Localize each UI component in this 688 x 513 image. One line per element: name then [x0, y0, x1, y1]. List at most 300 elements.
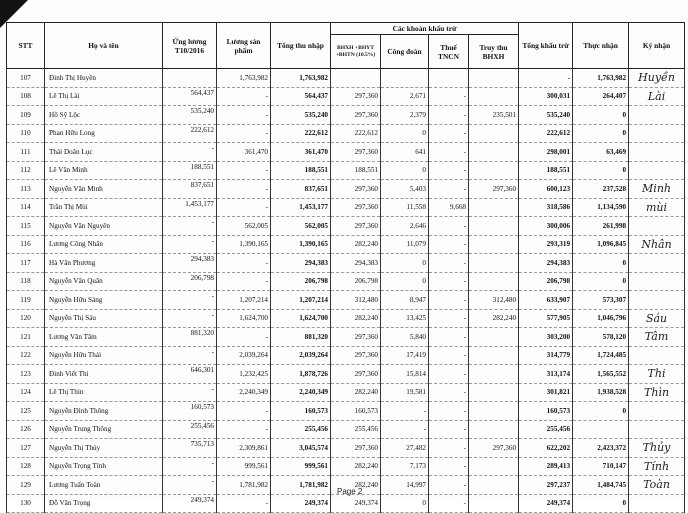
row-advance: 564,437: [163, 87, 217, 106]
row-advance: -: [163, 217, 217, 236]
row-advance: 837,651: [163, 180, 217, 199]
row-signature: [629, 106, 685, 125]
table-row: [7, 143, 685, 162]
row-net-received: 0: [573, 124, 629, 143]
row-total-deduction: 535,240: [519, 106, 573, 125]
row-product-salary: -: [217, 198, 271, 217]
row-union-fee: 19,581: [381, 383, 429, 402]
row-insurance-recovery: [469, 383, 519, 402]
row-insurance: 297,360: [331, 217, 381, 236]
row-total-income: 562,005: [271, 217, 331, 236]
row-net-received: 261,998: [573, 217, 629, 236]
handwritten-signature: Tính: [644, 459, 670, 473]
row-union-fee: 2,671: [381, 87, 429, 106]
handwritten-signature: Thi: [647, 367, 666, 381]
row-signature: [629, 346, 685, 365]
row-product-salary: -: [217, 420, 271, 439]
row-stt: 112: [7, 161, 45, 180]
row-insurance: 297,360: [331, 106, 381, 125]
row-name: Nguyễn Văn Quân: [45, 272, 163, 291]
row-net-received: 1,724,485: [573, 346, 629, 365]
row-signature: [629, 402, 685, 421]
row-signature: [629, 439, 685, 458]
row-union-fee: 0: [381, 124, 429, 143]
row-advance: -: [163, 143, 217, 162]
row-total-income: 1,207,214: [271, 291, 331, 310]
row-insurance-recovery: 235,501: [469, 106, 519, 125]
row-advance: 294,383: [163, 254, 217, 273]
row-total-deduction: 289,413: [519, 457, 573, 476]
row-product-salary: 1,207,214: [217, 291, 271, 310]
row-net-received: 63,469: [573, 143, 629, 162]
row-insurance: 297,360: [331, 346, 381, 365]
row-name: Nguyễn Hữu Sáng: [45, 291, 163, 310]
row-name: Lương Văn Tâm: [45, 328, 163, 347]
row-product-salary: 361,470: [217, 143, 271, 162]
row-name: Đỗ Văn Trọng: [45, 494, 163, 513]
row-insurance-recovery: [469, 198, 519, 217]
table-row: [7, 383, 685, 402]
header-total-deduction: Tổng khấu trừ: [519, 23, 573, 69]
row-insurance-recovery: [469, 143, 519, 162]
row-stt: 115: [7, 217, 45, 236]
row-insurance-recovery: [469, 124, 519, 143]
row-net-received: 1,134,590: [573, 198, 629, 217]
row-stt: 122: [7, 346, 45, 365]
row-stt: 130: [7, 494, 45, 513]
row-name: Hồ Sỹ Lộc: [45, 106, 163, 125]
table-row: [7, 198, 685, 217]
row-advance: 249,374: [163, 494, 217, 513]
row-total-deduction: 314,779: [519, 346, 573, 365]
row-name: Đinh Viết Thi: [45, 365, 163, 384]
row-total-deduction: 293,319: [519, 235, 573, 254]
row-income-tax: -: [429, 365, 469, 384]
header-product-salary: Lương sản phẩm: [217, 23, 271, 69]
row-product-salary: 562,005: [217, 217, 271, 236]
row-name: Trần Thị Mùi: [45, 198, 163, 217]
row-product-salary: 1,763,982: [217, 69, 271, 88]
handwritten-signature: Sáu: [645, 311, 668, 325]
row-total-income: 361,470: [271, 143, 331, 162]
row-total-deduction: 318,586: [519, 198, 573, 217]
row-insurance-recovery: 282,240: [469, 309, 519, 328]
row-insurance-recovery: [469, 402, 519, 421]
table-row: [7, 439, 685, 458]
row-signature: [629, 291, 685, 310]
row-net-received: 710,147: [573, 457, 629, 476]
handwritten-signature: Thủy: [642, 441, 671, 455]
row-net-received: 0: [573, 494, 629, 513]
row-name: Nguyễn Thị Sáu: [45, 309, 163, 328]
row-product-salary: -: [217, 87, 271, 106]
row-insurance-recovery: [469, 161, 519, 180]
table-row: [7, 328, 685, 347]
row-insurance: 282,240: [331, 457, 381, 476]
row-union-fee: 11,079: [381, 235, 429, 254]
row-total-income: 1,624,700: [271, 309, 331, 328]
row-stt: 109: [7, 106, 45, 125]
row-union-fee: -: [381, 402, 429, 421]
row-insurance-recovery: 297,360: [469, 180, 519, 199]
row-product-salary: -: [217, 180, 271, 199]
row-advance: [163, 69, 217, 88]
row-insurance: 282,240: [331, 309, 381, 328]
row-name: Nguyễn Thị Thủy: [45, 439, 163, 458]
row-insurance-recovery: [469, 420, 519, 439]
row-stt: 128: [7, 457, 45, 476]
row-total-income: 2,240,349: [271, 383, 331, 402]
row-insurance-recovery: [469, 254, 519, 273]
header-stt: STT: [7, 23, 45, 69]
row-name: Thái Doãn Lục: [45, 143, 163, 162]
row-stt: 124: [7, 383, 45, 402]
row-insurance: 297,360: [331, 143, 381, 162]
row-name: Nguyễn Hữu Thái: [45, 346, 163, 365]
table-row: [7, 235, 685, 254]
row-advance: 1,453,177: [163, 198, 217, 217]
table-row: [7, 346, 685, 365]
row-advance: 735,713: [163, 439, 217, 458]
row-signature: [629, 198, 685, 217]
row-insurance: 282,240: [331, 235, 381, 254]
row-total-income: 881,320: [271, 328, 331, 347]
table-row: [7, 161, 685, 180]
row-signature: [629, 254, 685, 273]
row-income-tax: -: [429, 328, 469, 347]
row-signature: [629, 217, 685, 236]
table-row: [7, 124, 685, 143]
row-advance: 881,320: [163, 328, 217, 347]
row-insurance-recovery: [469, 346, 519, 365]
row-insurance-recovery: [469, 494, 519, 513]
row-insurance-recovery: 312,480: [469, 291, 519, 310]
row-insurance-recovery: [469, 457, 519, 476]
row-union-fee: 8,947: [381, 291, 429, 310]
row-total-deduction: 249,374: [519, 494, 573, 513]
handwritten-signature: Minh: [642, 182, 671, 196]
row-total-income: 1,763,982: [271, 69, 331, 88]
row-union-fee: 2,379: [381, 106, 429, 125]
row-union-fee: -: [381, 420, 429, 439]
row-total-deduction: 577,905: [519, 309, 573, 328]
row-total-deduction: 206,798: [519, 272, 573, 291]
row-total-income: 3,045,574: [271, 439, 331, 458]
payroll-table: [6, 22, 685, 513]
row-income-tax: -: [429, 402, 469, 421]
row-product-salary: 1,390,165: [217, 235, 271, 254]
handwritten-signature: Tâm: [644, 330, 669, 344]
row-advance: 535,240: [163, 106, 217, 125]
row-income-tax: -: [429, 106, 469, 125]
table-row: [7, 420, 685, 439]
table-row: [7, 402, 685, 421]
row-total-deduction: 633,907: [519, 291, 573, 310]
row-income-tax: -: [429, 291, 469, 310]
row-advance: 646,301: [163, 365, 217, 384]
row-total-income: 837,651: [271, 180, 331, 199]
row-signature: [629, 87, 685, 106]
row-total-deduction: 188,551: [519, 161, 573, 180]
row-name: Đinh Thị Huyền: [45, 69, 163, 88]
page-footer: Page 2: [337, 487, 363, 496]
row-insurance: 297,360: [331, 180, 381, 199]
row-insurance: 312,480: [331, 291, 381, 310]
row-signature: [629, 272, 685, 291]
row-union-fee: 0: [381, 254, 429, 273]
row-product-salary: -: [217, 124, 271, 143]
row-stt: 120: [7, 309, 45, 328]
row-name: Lương Tuấn Toàn: [45, 476, 163, 495]
row-insurance: 297,360: [331, 328, 381, 347]
row-net-received: 0: [573, 254, 629, 273]
table-row: [7, 69, 685, 88]
row-signature: [629, 309, 685, 328]
row-advance: 188,551: [163, 161, 217, 180]
row-insurance: 282,240: [331, 383, 381, 402]
payroll-rows: [7, 69, 685, 513]
row-union-fee: 5,840: [381, 328, 429, 347]
row-total-deduction: -: [519, 69, 573, 88]
row-net-received: 0: [573, 161, 629, 180]
row-total-deduction: 313,174: [519, 365, 573, 384]
row-advance: -: [163, 309, 217, 328]
row-insurance: [331, 69, 381, 88]
row-income-tax: -: [429, 87, 469, 106]
row-total-income: 1,781,982: [271, 476, 331, 495]
row-net-received: 0: [573, 402, 629, 421]
row-union-fee: 5,403: [381, 180, 429, 199]
row-advance: -: [163, 346, 217, 365]
row-total-income: 2,039,264: [271, 346, 331, 365]
row-income-tax: -: [429, 494, 469, 513]
row-insurance: 249,374: [331, 494, 381, 513]
row-advance: -: [163, 457, 217, 476]
row-advance: -: [163, 476, 217, 495]
row-signature: [629, 69, 685, 88]
row-insurance: 297,360: [331, 198, 381, 217]
row-name: Nguyễn Đình Thông: [45, 402, 163, 421]
row-product-salary: -: [217, 402, 271, 421]
handwritten-signature: Lài: [647, 89, 666, 103]
header-advance: Ứng lương T10/2016: [163, 23, 217, 69]
row-insurance: 297,360: [331, 439, 381, 458]
row-signature: [629, 365, 685, 384]
row-insurance: 222,612: [331, 124, 381, 143]
row-net-received: 2,423,372: [573, 439, 629, 458]
row-product-salary: -: [217, 161, 271, 180]
row-stt: 113: [7, 180, 45, 199]
row-product-salary: -: [217, 254, 271, 273]
row-insurance: 294,383: [331, 254, 381, 273]
header-name: Họ và tên: [45, 23, 163, 69]
row-total-deduction: 297,237: [519, 476, 573, 495]
table-row: [7, 309, 685, 328]
row-stt: 114: [7, 198, 45, 217]
row-signature: [629, 476, 685, 495]
row-stt: 129: [7, 476, 45, 495]
row-product-salary: 999,561: [217, 457, 271, 476]
row-advance: -: [163, 383, 217, 402]
row-union-fee: 13,425: [381, 309, 429, 328]
row-product-salary: -: [217, 328, 271, 347]
row-union-fee: 15,814: [381, 365, 429, 384]
row-insurance: 297,360: [331, 365, 381, 384]
row-stt: 127: [7, 439, 45, 458]
row-insurance-recovery: [469, 272, 519, 291]
row-product-salary: 2,039,264: [217, 346, 271, 365]
row-insurance-recovery: [469, 235, 519, 254]
row-total-income: 160,573: [271, 402, 331, 421]
row-union-fee: 0: [381, 272, 429, 291]
row-insurance-recovery: [469, 217, 519, 236]
row-name: Lê Thị Lài: [45, 87, 163, 106]
row-total-deduction: 298,001: [519, 143, 573, 162]
header-net-received: Thực nhận: [573, 23, 629, 69]
row-signature: [629, 457, 685, 476]
handwritten-signature: Toàn: [643, 478, 670, 492]
row-signature: [629, 494, 685, 513]
header-income-tax: Thuế TNCN: [429, 35, 469, 69]
row-total-deduction: 600,123: [519, 180, 573, 199]
header-insurance: BHXH +BHYT +BHTN (10.5%): [331, 35, 381, 69]
row-income-tax: -: [429, 180, 469, 199]
row-income-tax: -: [429, 346, 469, 365]
row-union-fee: [381, 69, 429, 88]
row-income-tax: -: [429, 217, 469, 236]
row-income-tax: [429, 69, 469, 88]
row-total-income: 249,374: [271, 494, 331, 513]
row-total-income: 564,437: [271, 87, 331, 106]
row-product-salary: -: [217, 494, 271, 513]
row-stt: 125: [7, 402, 45, 421]
row-stt: 110: [7, 124, 45, 143]
row-stt: 126: [7, 420, 45, 439]
row-advance: 255,456: [163, 420, 217, 439]
row-total-deduction: 222,612: [519, 124, 573, 143]
row-insurance-recovery: [469, 69, 519, 88]
row-union-fee: 641: [381, 143, 429, 162]
handwritten-signature: mùi: [646, 200, 668, 214]
row-stt: 119: [7, 291, 45, 310]
handwritten-signature: Nhân: [641, 237, 672, 251]
row-total-income: 294,383: [271, 254, 331, 273]
row-income-tax: -: [429, 272, 469, 291]
row-net-received: 1,938,528: [573, 383, 629, 402]
row-income-tax: -: [429, 161, 469, 180]
row-signature: [629, 328, 685, 347]
row-stt: 111: [7, 143, 45, 162]
row-union-fee: 2,646: [381, 217, 429, 236]
row-stt: 121: [7, 328, 45, 347]
row-total-deduction: 300,031: [519, 87, 573, 106]
row-insurance: 297,360: [331, 87, 381, 106]
header-total-income: Tổng thu nhập: [271, 23, 331, 69]
table-row: [7, 365, 685, 384]
table-row: [7, 291, 685, 310]
row-product-salary: 1,781,982: [217, 476, 271, 495]
row-insurance-recovery: [469, 476, 519, 495]
row-income-tax: -: [429, 439, 469, 458]
row-total-income: 1,878,726: [271, 365, 331, 384]
row-net-received: 237,528: [573, 180, 629, 199]
row-advance: -: [163, 235, 217, 254]
row-total-deduction: 255,456: [519, 420, 573, 439]
row-name: Lê Thị Thìn: [45, 383, 163, 402]
row-income-tax: -: [429, 476, 469, 495]
row-union-fee: 14,997: [381, 476, 429, 495]
row-net-received: 1,096,845: [573, 235, 629, 254]
row-total-income: 188,551: [271, 161, 331, 180]
row-stt: 118: [7, 272, 45, 291]
row-signature: [629, 383, 685, 402]
row-net-received: 1,565,552: [573, 365, 629, 384]
row-net-received: 0: [573, 272, 629, 291]
row-name: Lê Văn Minh: [45, 161, 163, 180]
row-product-salary: 2,240,349: [217, 383, 271, 402]
row-total-income: 999,561: [271, 457, 331, 476]
row-product-salary: 1,624,700: [217, 309, 271, 328]
row-stt: 123: [7, 365, 45, 384]
row-total-income: 206,798: [271, 272, 331, 291]
row-insurance-recovery: [469, 87, 519, 106]
table-row: [7, 87, 685, 106]
row-signature: [629, 235, 685, 254]
row-advance: 222,612: [163, 124, 217, 143]
row-name: Nguyễn Văn Nguyên: [45, 217, 163, 236]
row-union-fee: 17,419: [381, 346, 429, 365]
row-total-deduction: 294,383: [519, 254, 573, 273]
row-net-received: 1,046,796: [573, 309, 629, 328]
row-product-salary: 1,232,425: [217, 365, 271, 384]
row-name: Nguyễn Trung Thông: [45, 420, 163, 439]
handwritten-signature: Thìn: [644, 385, 670, 399]
row-advance: -: [163, 291, 217, 310]
row-signature: [629, 161, 685, 180]
row-net-received: 1,484,745: [573, 476, 629, 495]
row-net-received: 1,763,982: [573, 69, 629, 88]
row-advance: 206,798: [163, 272, 217, 291]
row-total-income: 1,390,165: [271, 235, 331, 254]
row-name: Nguyễn Trọng Tính: [45, 457, 163, 476]
row-income-tax: -: [429, 420, 469, 439]
row-name: Lương Công Nhân: [45, 235, 163, 254]
row-union-fee: 7,173: [381, 457, 429, 476]
row-union-fee: 0: [381, 161, 429, 180]
row-stt: 117: [7, 254, 45, 273]
row-income-tax: -: [429, 143, 469, 162]
row-stt: 108: [7, 87, 45, 106]
row-insurance-recovery: [469, 328, 519, 347]
row-product-salary: -: [217, 272, 271, 291]
row-insurance: 282,240: [331, 476, 381, 495]
row-insurance: 188,551: [331, 161, 381, 180]
row-total-deduction: 300,006: [519, 217, 573, 236]
row-total-income: 535,240: [271, 106, 331, 125]
row-product-salary: 2,309,861: [217, 439, 271, 458]
row-net-received: 573,307: [573, 291, 629, 310]
row-total-income: 255,456: [271, 420, 331, 439]
row-insurance-recovery: 297,360: [469, 439, 519, 458]
row-name: Phan Hữu Long: [45, 124, 163, 143]
row-income-tax: 9,668: [429, 198, 469, 217]
row-signature: [629, 143, 685, 162]
row-product-salary: -: [217, 106, 271, 125]
row-income-tax: -: [429, 383, 469, 402]
table-row: [7, 254, 685, 273]
row-insurance: 255,456: [331, 420, 381, 439]
header-deductions-group: Các khoản khấu trừ: [331, 23, 519, 35]
